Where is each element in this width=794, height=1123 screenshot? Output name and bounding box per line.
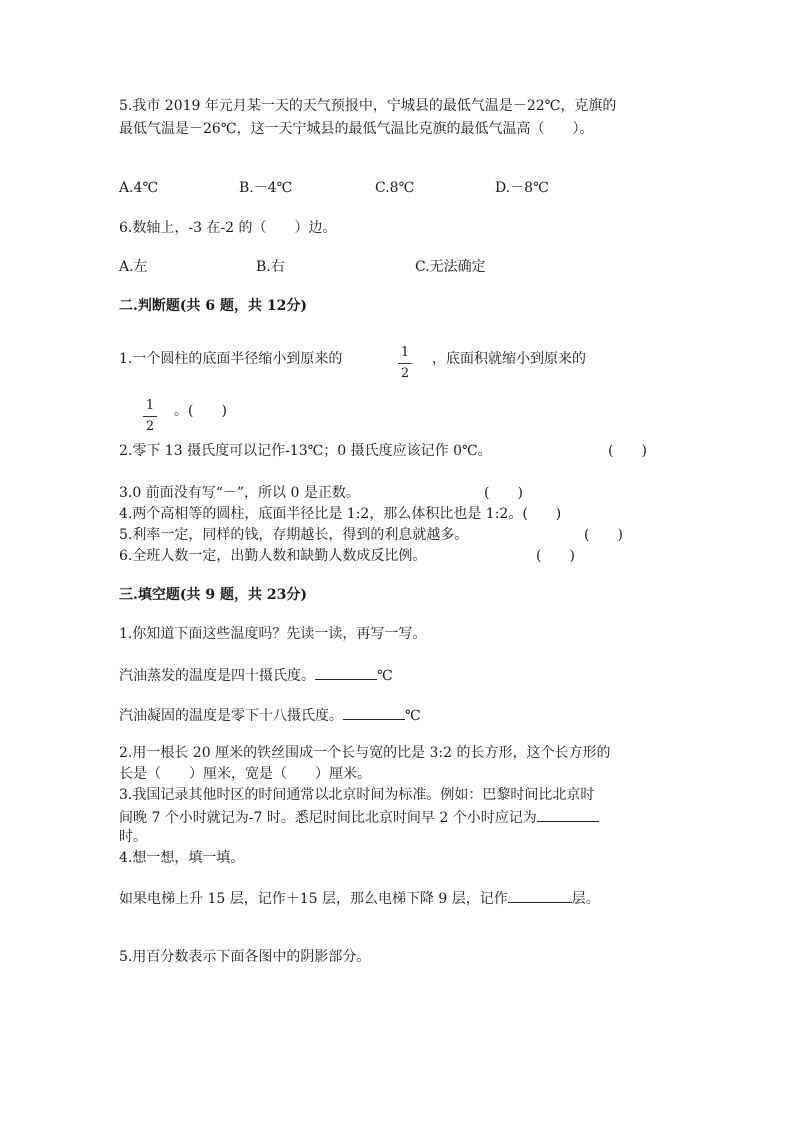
section3-title: 三.填空题(共 9 题，共 23分) (119, 587, 307, 603)
s3-q1b (119, 704, 421, 726)
q5-line1: 5.我市 2019 年元月某一天的天气预报中，宁城县的最低气温是－22℃，克旗的 (119, 98, 617, 114)
s3-q3-line2 (119, 806, 599, 828)
s3-q1a (119, 664, 393, 686)
s3-q3-line2-text: 间晚 7 个小时就记为-7 时。悉尼时间比北京时间早 2 个小时应记为 (119, 810, 537, 826)
q6-option-c: C.无法确定 (415, 259, 486, 275)
s2-q6: 6.全班人数一定，出勤人数和缺勤人数成反比例。 (119, 548, 427, 564)
answer-blank[interactable] (508, 887, 572, 903)
section2-title: 二.判断题(共 6 题，共 12分) (119, 298, 307, 314)
s3-q3-line1: 3.我国记录其他时区的时间通常以北京时间为标准。例如：巴黎时间比北京时 (119, 787, 595, 803)
s2-q4: 4.两个高相等的圆柱，底面半径比是 1:2，那么体积比也是 1:2。( ) (119, 506, 562, 522)
q5-option-b: B.－4℃ (239, 180, 293, 196)
s3-q2-line2: 长是（ ）厘米，宽是（ ）厘米。 (119, 766, 371, 782)
s3-q3-line3: 时。 (119, 829, 147, 845)
s3-q4a-post: 层。 (571, 891, 600, 907)
s2-q3: 3.0 前面没有写“－”，所以 0 是正数。 (119, 485, 360, 501)
s3-q4a-text: 如果电梯上升 15 层，记作＋15 层，那么电梯下降 9 层，记作 (119, 891, 508, 907)
fraction-bar (398, 363, 412, 364)
s2-q2-paren: ( ) (608, 443, 647, 459)
fraction-denominator: 2 (145, 419, 155, 434)
s2-q5-paren: ( ) (584, 527, 623, 543)
q5-option-c: C.8℃ (375, 180, 415, 196)
fraction-one-half (397, 345, 413, 382)
s3-q2-line1: 2.用一根长 20 厘米的铁丝围成一个长与宽的比是 3:2 的长方形，这个长方形的 (119, 745, 611, 761)
s2-q1-pre: 1.一个圆柱的底面半径缩小到原来的 (119, 351, 343, 367)
celsius-unit: ℃ (377, 668, 393, 684)
answer-blank[interactable] (343, 704, 405, 720)
s2-q1-end: 。( ) (174, 403, 227, 419)
answer-blank[interactable] (315, 664, 377, 680)
s3-q4a (119, 887, 600, 909)
fraction-bar (143, 416, 157, 417)
s2-q5: 5.利率一定，同样的钱，存期越长，得到的利息就越多。 (119, 527, 469, 543)
q5-option-a: A.4℃ (119, 180, 159, 196)
fraction-one-half-2 (142, 398, 158, 435)
s2-q3-paren: ( ) (484, 485, 523, 501)
q6-option-b: B.右 (256, 259, 285, 275)
q5-option-d: D.－8℃ (495, 180, 549, 196)
fraction-numerator: 1 (400, 345, 410, 360)
s2-q2: 2.零下 13 摄氏度可以记作-13℃；0 摄氏度应该记作 0℃。 (119, 443, 492, 459)
s3-q1b-text: 汽油凝固的温度是零下十八摄氏度。 (119, 708, 343, 724)
answer-blank[interactable] (537, 806, 599, 822)
q6-option-a: A.左 (119, 259, 148, 275)
celsius-unit: ℃ (405, 708, 421, 724)
s3-q4: 4.想一想，填一填。 (119, 850, 245, 866)
q5-line2: 最低气温是－26℃，这一天宁城县的最低气温比克旗的最低气温高（ ）。 (119, 121, 594, 137)
s2-q1-mid: ，底面积就缩小到原来的 (432, 351, 586, 367)
s3-q1: 1.你知道下面这些温度吗？先读一读，再写一写。 (119, 626, 427, 642)
fraction-denominator: 2 (400, 366, 410, 381)
s3-q5: 5.用百分数表示下面各图中的阴影部分。 (119, 949, 371, 965)
q6-text: 6.数轴上，-3 在-2 的（ ）边。 (119, 220, 337, 236)
s3-q1a-text: 汽油蒸发的温度是四十摄氏度。 (119, 668, 315, 684)
fraction-numerator: 1 (145, 398, 155, 413)
s2-q6-paren: ( ) (536, 548, 575, 564)
